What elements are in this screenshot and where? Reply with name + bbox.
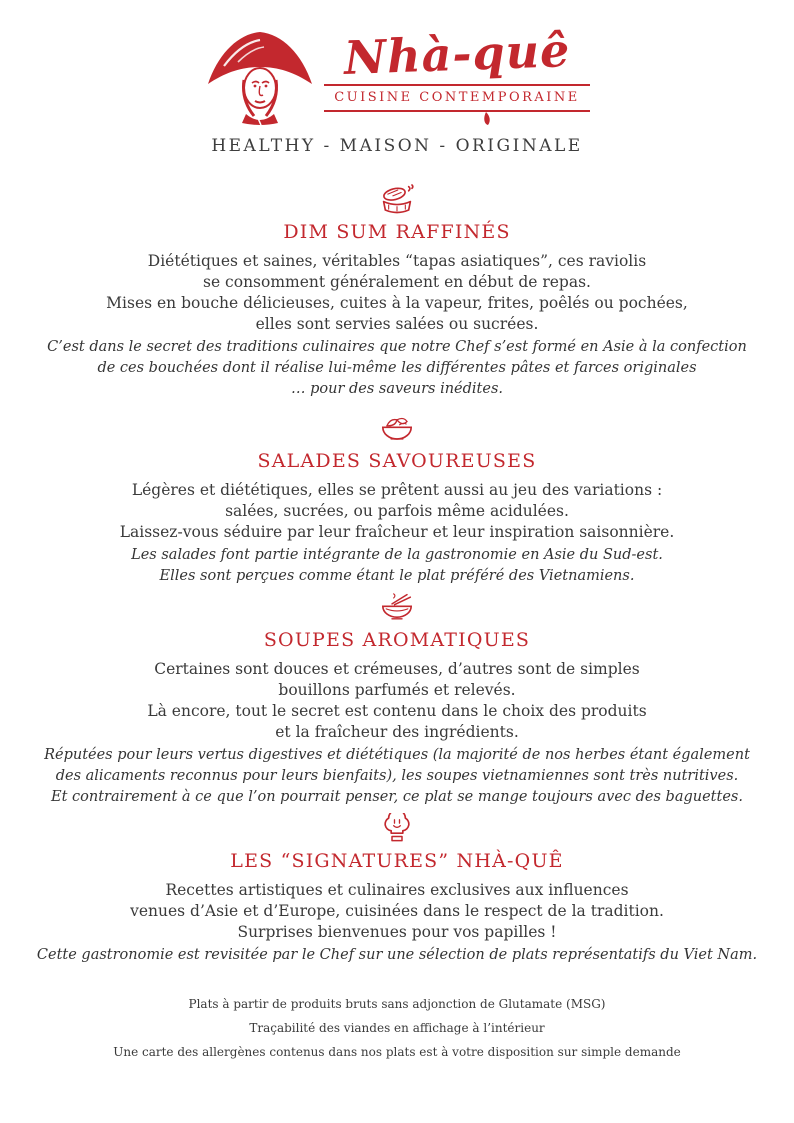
section-body bbox=[0, 251, 794, 335]
body-line: Mises en bouche délicieuses, cuites à la vapeur, frites, poêlés ou pochées, bbox=[106, 294, 688, 312]
body-line: Là encore, tout le secret est contenu dans le choix des produits bbox=[147, 702, 647, 720]
footer-line: Traçabilité des viandes en affichage à l’intérieur bbox=[249, 1021, 545, 1035]
body-line: Recettes artistiques et culinaires exclusives aux influences bbox=[165, 881, 629, 899]
note-line: Elles sont perçues comme étant le plat préféré des Vietnamiens. bbox=[159, 568, 635, 584]
section-note bbox=[0, 545, 794, 587]
logo-text bbox=[324, 23, 590, 126]
note-line: … pour des saveurs inédites. bbox=[290, 381, 504, 397]
body-line: Légères et diététiques, elles se prêtent aussi au jeu des variations : bbox=[131, 481, 663, 499]
body-line: Certaines sont douces et crémeuses, d’autres sont de simples bbox=[154, 660, 640, 678]
tagline: HEALTHY - MAISON - ORIGINALE bbox=[211, 136, 583, 156]
section-note bbox=[0, 337, 794, 400]
logo-name: Nhà-quê bbox=[342, 23, 571, 85]
note-line: de ces bouchées dont il réalise lui-même les différentes pâtes et farces originales bbox=[97, 360, 697, 376]
soup-bowl-icon bbox=[377, 592, 417, 624]
section-title: SALADES SAVOUREUSES bbox=[257, 450, 537, 472]
body-line: se consomment généralement en début de repas. bbox=[203, 273, 591, 291]
footer-notes bbox=[0, 992, 794, 1064]
section-body bbox=[0, 480, 794, 543]
body-line: venues d’Asie et d’Europe, cuisinées dans le respect de la tradition. bbox=[130, 902, 664, 920]
note-line: Cette gastronomie est revisitée par le Chef sur une sélection de plats représentatifs du Viet Nam. bbox=[36, 947, 758, 963]
note-line: C’est dans le secret des traditions culinaires que notre Chef s’est formé en Asie à la confection bbox=[47, 339, 747, 355]
woman-conical-hat-illustration bbox=[204, 28, 316, 125]
section-title: DIM SUM RAFFINÉS bbox=[283, 221, 511, 243]
dim-sum-steamer-icon bbox=[377, 184, 417, 216]
note-line: Et contrairement à ce que l’on pourrait penser, ce plat se mange toujours avec des baguettes. bbox=[51, 789, 743, 805]
footer-line: Plats à partir de produits bruts sans adjonction de Glutamate (MSG) bbox=[188, 997, 606, 1011]
section-title: SOUPES AROMATIQUES bbox=[263, 629, 531, 651]
chef-hat-icon bbox=[377, 813, 417, 845]
salad-bowl-icon bbox=[377, 413, 417, 445]
section-signatures bbox=[0, 813, 794, 966]
brush-tail-icon bbox=[482, 112, 492, 126]
section-dim-sum bbox=[0, 184, 794, 400]
body-line: elles sont servies salées ou sucrées. bbox=[255, 315, 539, 333]
body-line: Laissez-vous séduire par leur fraîcheur et leur inspiration saisonnière. bbox=[119, 523, 675, 541]
section-body bbox=[0, 880, 794, 943]
note-line: Réputées pour leurs vertus digestives et diététiques (la majorité de nos herbes étant également bbox=[44, 747, 750, 763]
body-line: et la fraîcheur des ingrédients. bbox=[275, 723, 519, 741]
body-line: salées, sucrées, ou parfois même acidulées. bbox=[225, 502, 569, 520]
section-body bbox=[0, 659, 794, 743]
note-line: Les salades font partie intégrante de la gastronomie en Asie du Sud-est. bbox=[131, 547, 663, 563]
section-salades bbox=[0, 413, 794, 587]
body-line: Surprises bienvenues pour vos papilles ! bbox=[237, 923, 557, 941]
logo-subtitle: CUISINE CONTEMPORAINE bbox=[324, 84, 590, 112]
logo bbox=[0, 0, 794, 126]
body-line: bouillons parfumés et relevés. bbox=[278, 681, 516, 699]
footer-line: Une carte des allergènes contenus dans nos plats est à votre disposition sur simple demande bbox=[113, 1045, 681, 1059]
body-line: Diététiques et saines, véritables “tapas asiatiques”, ces raviolis bbox=[147, 252, 647, 270]
section-note bbox=[0, 745, 794, 808]
section-soupes bbox=[0, 592, 794, 808]
section-note bbox=[0, 945, 794, 966]
note-line: des alicaments reconnus pour leurs bienfaits), les soupes vietnamiennes sont très nutritives. bbox=[55, 768, 739, 784]
section-title: LES “SIGNATURES” NHÀ-QUÊ bbox=[230, 850, 564, 872]
